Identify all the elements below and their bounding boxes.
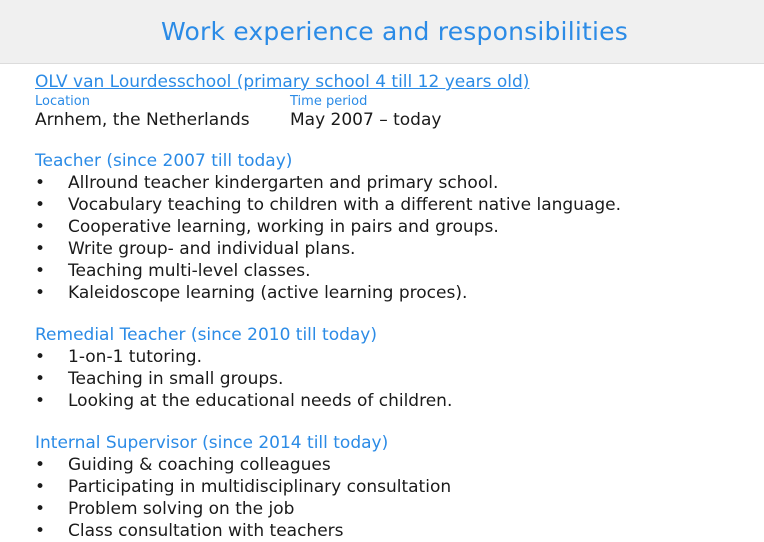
bullet-icon [35,520,45,542]
list-item [35,476,755,498]
list-item-text: Kaleidoscope learning (active learning proces). [68,283,468,303]
list-item-text: Guiding & coaching colleagues [68,455,331,475]
time-period-label: Time period [290,94,368,109]
list-item-text: Teaching in small groups. [68,369,284,389]
location-block [35,94,290,131]
list-item-text: Allround teacher kindergarten and primary school. [68,173,499,193]
bullet-icon [35,476,45,498]
section-title: Internal Supervisor (since 2014 till today) [35,433,389,453]
responsibility-list [35,172,755,304]
section-teacher [35,150,755,304]
list-item [35,454,755,476]
list-item [35,172,755,194]
section-title: Teacher (since 2007 till today) [35,151,293,171]
time-period-value: May 2007 – today [290,110,442,130]
list-item [35,520,755,542]
time-period-block [290,94,590,131]
list-item [35,390,755,412]
list-item-text: Teaching multi-level classes. [68,261,311,281]
bullet-icon [35,216,45,238]
list-item-text: Cooperative learning, working in pairs and groups. [68,217,499,237]
list-item-text: Problem solving on the job [68,499,295,519]
bullet-icon [35,368,45,390]
page-title: Work experience and responsibilities [161,17,628,46]
list-item [35,194,755,216]
work-experience-content [35,71,755,542]
bullet-icon [35,498,45,520]
responsibility-list [35,346,755,412]
section-internal-supervisor [35,432,755,542]
bullet-icon [35,238,45,260]
bullet-icon [35,454,45,476]
bullet-icon [35,260,45,282]
list-item [35,498,755,520]
list-item [35,238,755,260]
list-item [35,216,755,238]
employer-link[interactable]: OLV van Lourdesschool (primary school 4 till 12 years old) [35,72,530,92]
list-item-text: Vocabulary teaching to children with a different native language. [68,195,622,215]
location-value: Arnhem, the Netherlands [35,110,250,130]
list-item-text: Participating in multidisciplinary consultation [68,477,452,497]
bullet-icon [35,346,45,368]
list-item [35,282,755,304]
bullet-icon [35,194,45,216]
list-item [35,368,755,390]
list-item-text: 1-on-1 tutoring. [68,347,202,367]
bullet-icon [35,390,45,412]
list-item [35,260,755,282]
list-item-text: Looking at the educational needs of children. [68,391,453,411]
list-item [35,346,755,368]
employer-meta [35,94,755,131]
bullet-icon [35,282,45,304]
list-item-text: Class consultation with teachers [68,521,344,541]
bullet-icon [35,172,45,194]
list-item-text: Write group- and individual plans. [68,239,356,259]
page-header [0,0,764,64]
location-label: Location [35,94,90,109]
responsibility-list [35,454,755,542]
section-title: Remedial Teacher (since 2010 till today) [35,325,378,345]
section-remedial-teacher [35,324,755,412]
